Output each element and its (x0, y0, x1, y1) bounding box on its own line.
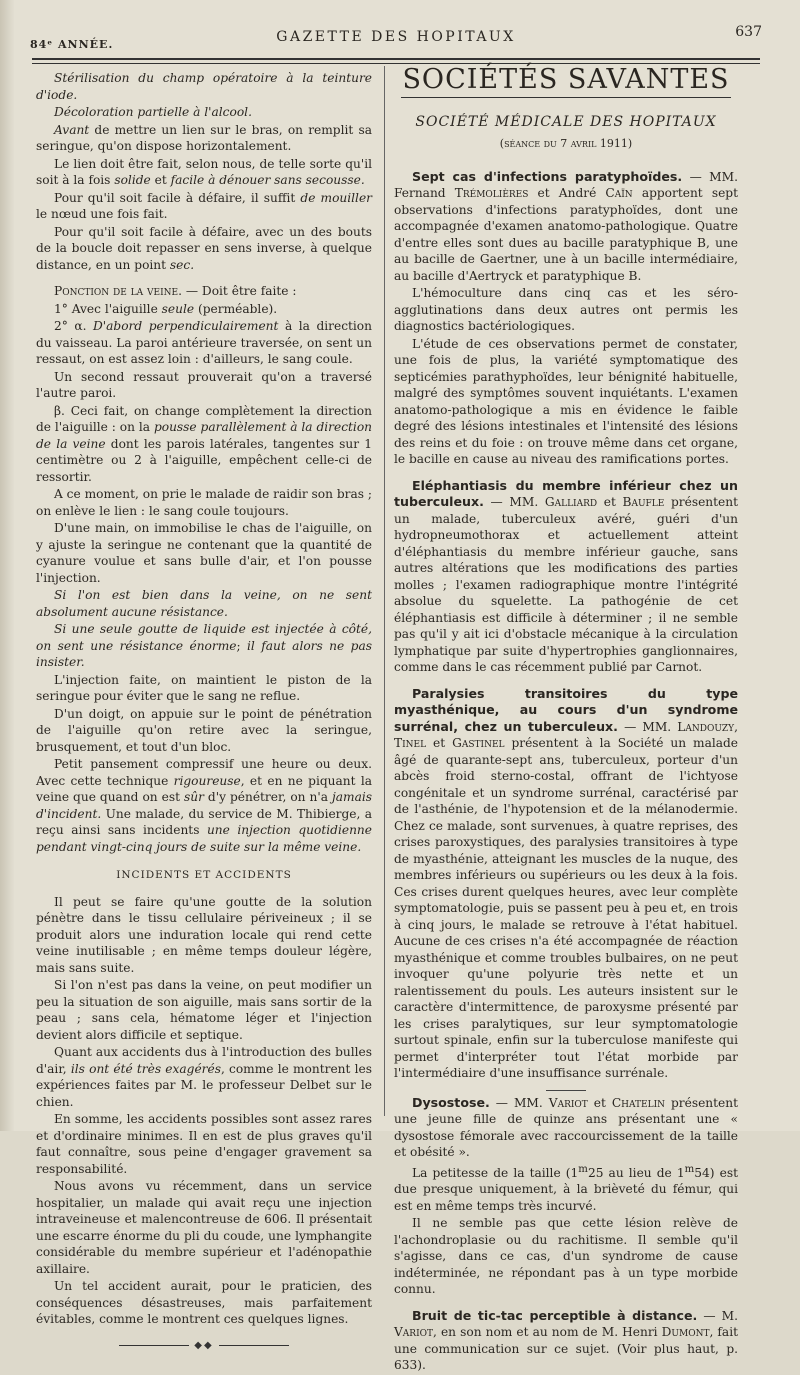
paragraph: L'injection faite, on maintient le piston de la seringue pour éviter que le sang ne reflue. (36, 672, 372, 703)
paragraph: A ce moment, on prie le malade de raidir son bras ; on enlève le lien : le sang coule toujours. (36, 487, 372, 518)
page-header (30, 24, 762, 68)
paragraph: Quant aux accidents dus à l'introduction des bulles d'air, ils ont été très exagérés, comme le montrent les expériences faites par M. le professeur Delbet sur le chien. (36, 1045, 372, 1109)
page-number: 637 (735, 24, 762, 40)
paragraph: La petitesse de la taille (1$^m$25 au lieu de 1$^m$54) est due presque uniquement, à la brièveté du fémur, qui est en même temps très incurvé. (394, 1163, 738, 1213)
right-column (394, 64, 739, 1375)
paragraph: En somme, les accidents possibles sont assez rares et d'ordinaire minimes. Il en est de plus graves qu'il faut connaître, sous peine d'engager gravement sa responsabilité. (36, 1112, 372, 1176)
society-title: SOCIÉTÉ MÉDICALE DES HOPITAUX (415, 113, 717, 130)
list-item: 2° α. D'abord perpendiculairement à la direction du vaisseau. La paroi antérieure traversée, on sent un ressaut, on est assez loin : d'ailleurs, le sang coule. (36, 319, 372, 366)
list-item: 1° Avec l'aiguille seule (perméable). (54, 301, 278, 316)
paragraph: Nous avons vu récemment, dans un service hospitalier, un malade qui avait reçu une injection intraveineuse et malencontreuse de 606. Il présentait une escarre énorme du pli du coude, une lymphangite considérable du membre supérieur et l'adénopathie axillaire. (36, 1179, 372, 1276)
paragraph: L'hémoculture dans cinq cas et les séro-agglutinations dans deux autres ont permis les diagnostics bactériologiques. (394, 286, 738, 333)
paragraph: Avant de mettre un lien sur le bras, on remplit sa seringue, qu'on dispose horizontalement. (36, 122, 372, 153)
section-title: SOCIÉTÉS SAVANTES (402, 64, 730, 95)
journal-title: GAZETTE DES HOPITAUX (276, 29, 516, 45)
paragraph: Il peut se faire qu'une goutte de la solution pénètre dans le tissu cellulaire périveineux ; il se produit alors une induration locale qui rend cette veine inutilisable ; en même temps douleur légère, mais sans suite. (36, 894, 372, 975)
subsection-heading-incidents: INCIDENTS ET ACCIDENTS (116, 869, 292, 881)
issue-year: 84ᵉ ANNÉE. (30, 38, 114, 51)
article-dysostose: Dysostose. — MM. Variot et Chatelin présentent une jeune fille de quinze ans présentant une « dysostose fémorale avec raccourcissement de la taille et obésité ». (394, 1094, 739, 1159)
paragraph: Il ne semble pas que cette lésion relève de l'achondroplasie ou du rachitisme. Il semble qu'il s'agisse, dans ce cas, d'un syndrome de cause indéterminée, ne répondant pas à un type morbide connu. (394, 1216, 738, 1297)
left-column (36, 70, 372, 1354)
paragraph: Un tel accident aurait, pour le praticien, des conséquences désastreuses, mais parfaitement évitables, comme le montrent ces quelques lignes. (36, 1279, 372, 1326)
paragraph: Petit pansement compressif une heure ou deux. Avec cette technique rigoureuse, et en ne piquant la veine que quand on est sûr d'y pénétrer, on n'a jamais d'incident. Une malade, du service de M. Thibierge, a reçu ainsi sans incidents une injection quotidienne pendant vingt-cinq jours de suite sur la même veine. (36, 757, 372, 854)
page-binding-shadow (0, 0, 14, 1131)
paragraph: Si l'on est bien dans la veine, on ne sent absolument aucune résistance. (36, 588, 372, 619)
session-date: (séance du 7 avril 1911) (499, 137, 633, 150)
paragraph: D'un doigt, on appuie sur le point de pénétration de l'aiguille qu'on retire avec la seringue, brusquement, et tout d'un bloc. (36, 706, 372, 754)
paragraph: Stérilisation du champ opératoire à la teinture d'iode. (36, 71, 372, 102)
separator-rule (546, 1090, 586, 1091)
article-paralysies: Paralysies transitoires du type myasthénique, au cours d'un syndrome surrénal, chez un tuberculeux. — MM. Landouzy, Tinel et Gastinel présentent à la Société un malade âgé de quarante-sept ans, tuberculeux, porteur d'un abcès froid sterno-costal, offrant de l'ichtyose congénitale et un syndrome surrénal, caractérisé par de l'asthénie, de l'hypotension et de la mélanodermie. Chez ce malade, sont survenues, à quatre reprises, des crises paroxystiques, des paralysies transitoires à type de myasthénie, atteignant les muscles de la nuque, des membres inférieurs ou supérieurs ou les deux à la fois. Ces crises durent quelques heures, avec leur complète symptomatologie, puis se passent peu à peu et, en trois à cinq jours, le malade se retrouve à l'état habituel. Aucune de ces crises n'a été accompagnée de réaction myasthénique et comme troubles bulbaires, on ne peut invoquer qu'une polyurie très nette et un ralentissement du pouls. Les auteurs insistent sur le caractère d'intermittence, de paroxysme présenté par les crises paralytiques, sur leur symptomatologie surtout spinale, enfin sur la tuberculose manifeste qui permet d'interpréter tout l'état morbide par l'intermédiaire d'une insuffisance surrénale. (394, 685, 739, 1080)
paragraph: D'une main, on immobilise le chas de l'aiguille, on y ajuste la seringue ne contenant que la quantité de cyanure voulue et sans bulle d'air, et l'on pousse l'injection. (36, 521, 372, 585)
paragraph: Un second ressaut prouverait qu'on a traversé l'autre paroi. (36, 369, 372, 400)
header-rule (32, 58, 760, 60)
paragraph: β. Ceci fait, on change complètement la direction de l'aiguille : on la pousse parallèlement à la direction de la veine dont les parois latérales, tangentes sur 1 centimètre ou 2 à l'aiguille, empêchent celle-ci de ressortir. (36, 403, 373, 484)
paragraph: Le lien doit être fait, selon nous, de telle sorte qu'il soit à la fois solide et facile à dénouer sans secousse. (36, 156, 372, 187)
end-ornament: ◆◆ (36, 1338, 372, 1355)
column-divider (384, 66, 385, 1116)
article-paratyphoides: Sept cas d'infections paratyphoïdes. — MM. Fernand Trémolières et André Caïn apportent sept observations d'infections paratyphoïdes, dont une accompagnée d'examen anatomo-pathologique. Quatre d'entre elles sont dues au bacille paratyphique B, une au bacille de Gaertner, une à un bacille intermédiaire, au bacille d'Aertryck et paratyphique B. (394, 168, 739, 283)
paragraph: Si l'on n'est pas dans la veine, on peut modifier un peu la situation de son aiguille, mais sans sortir de la peau ; sans cela, hématome léger et l'injection devient alors difficile et septique. (36, 978, 372, 1042)
section-rule (401, 97, 731, 98)
subsection-heading-ponction: Ponction de la veine. — Doit être faite : (54, 284, 297, 298)
paragraph: Décoloration partielle à l'alcool. (54, 105, 252, 119)
paragraph: Pour qu'il soit facile à défaire, avec un des bouts de la boucle doit repasser en sens inverse, à quelque distance, en un point sec. (36, 224, 372, 272)
article-elephantiasis: Eléphantiasis du membre inférieur chez un tuberculeux. — MM. Galliard et Baufle présentent un malade, tuberculeux avéré, guéri d'un hydropneumothorax et actuellement atteint d'éléphantiasis du membre inférieur gauche, sans autres altérations que les modifications des parties molles ; l'examen radiographique montre l'intégrité absolue du squelette. La pathogénie de cet éléphantiasis est difficile à déterminer ; il ne semble pas qu'il y ait ici d'obstacle mécanique à la circulation lymphatique par suite d'hypertrophies ganglionnaires, comme dans le cas récemment publié par Carnot. (394, 477, 738, 674)
paragraph: L'étude de ces observations permet de constater, une fois de plus, la variété symptomatique des septicémies parathyphoïdes, leur bénignité habituelle, malgré des symptômes souvent inquiétants. L'examen anatomo-pathologique a mis en évidence le faible degré des lésions intestinales et l'intensité des lésions des reins et du foie : on trouve même dans cet organe, le bacille en cause au niveau des ramifications portes. (394, 336, 738, 466)
paragraph: Pour qu'il soit facile à défaire, il suffit de mouiller le nœud une fois fait. (36, 190, 372, 221)
paragraph: Si une seule goutte de liquide est injectée à côté, on sent une résistance énorme; il faut alors ne pas insister. (36, 622, 372, 669)
article-tic-tac: Bruit de tic-tac perceptible à distance. — M. Variot, en son nom et au nom de M. Henri Dumont, fait une communication sur ce sujet. (Voir plus haut, p. 633). (394, 1307, 738, 1373)
